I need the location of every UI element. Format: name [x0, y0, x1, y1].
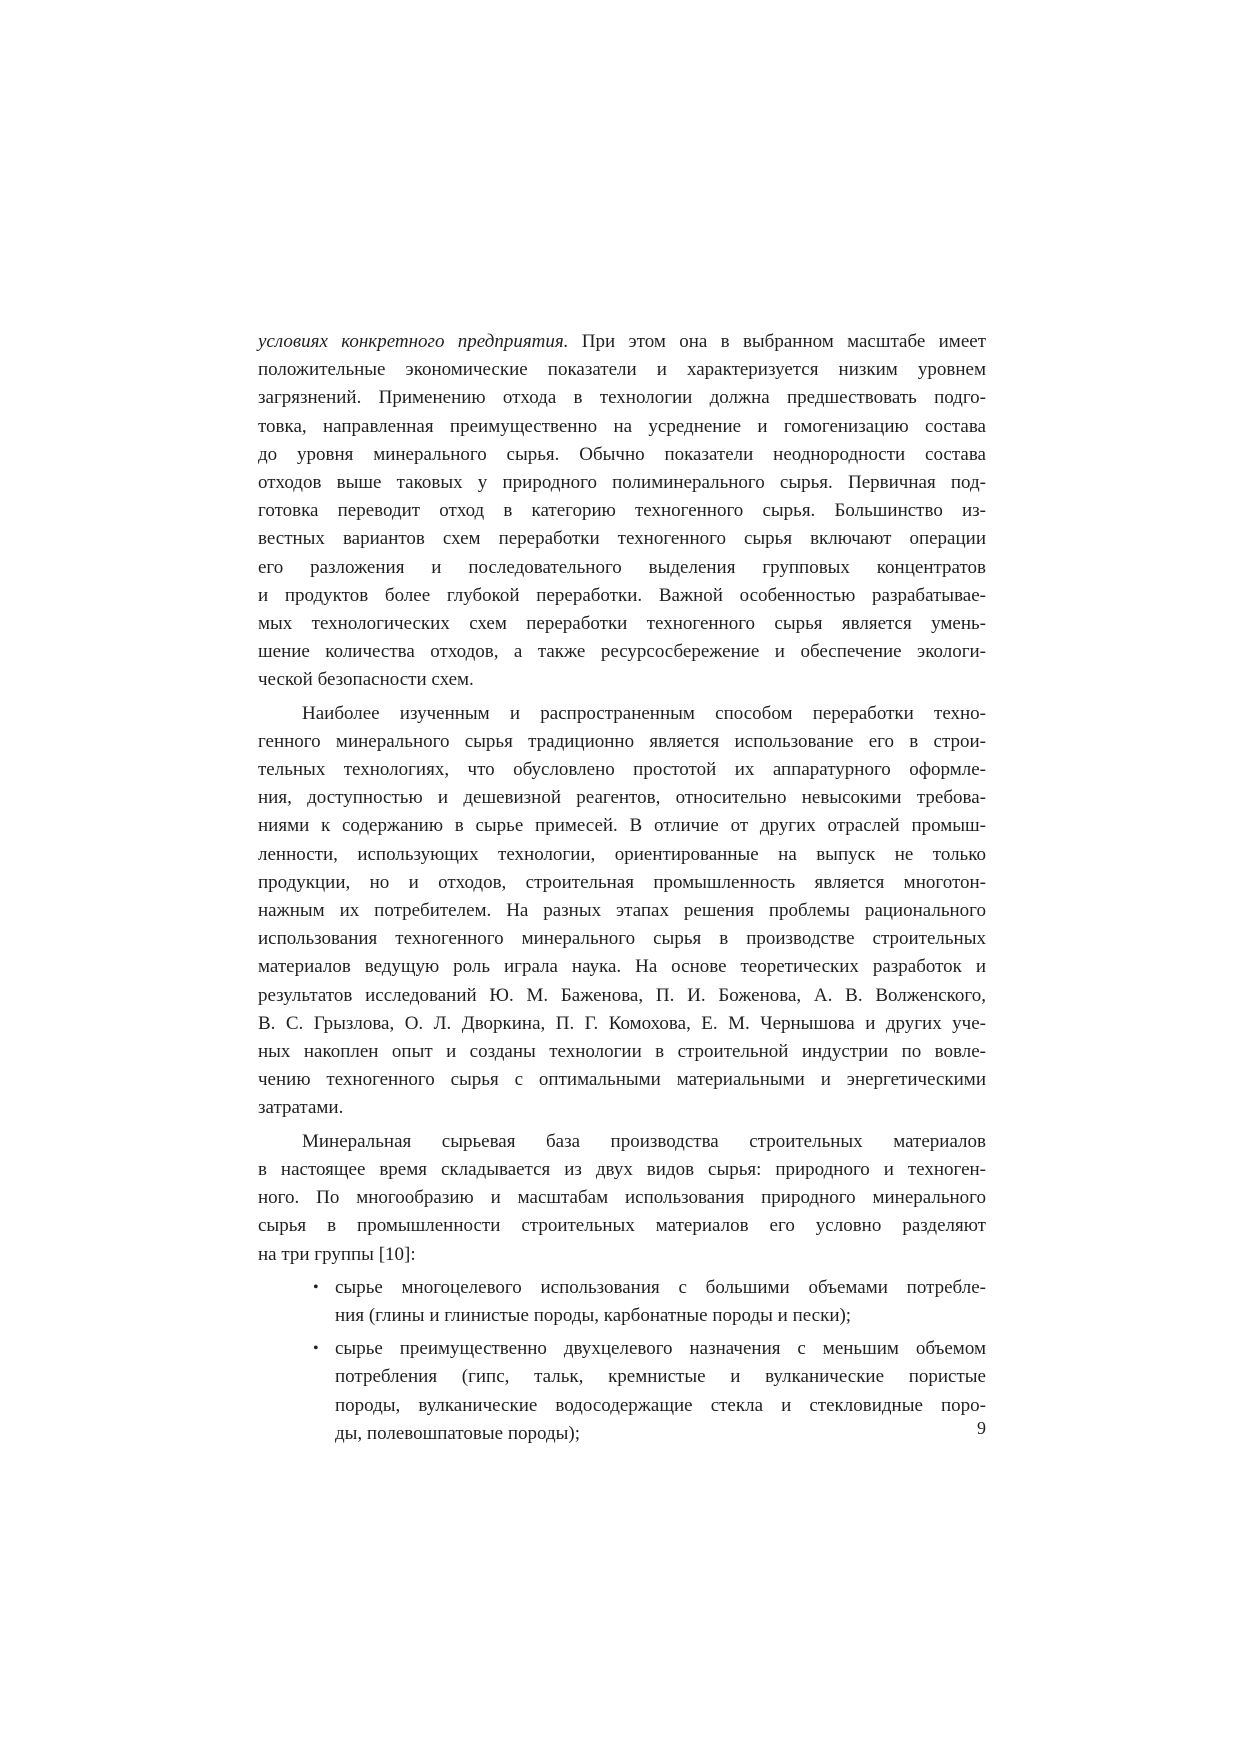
- text-line: тельных технологиях, что обусловлено простотой их аппаратурного оформле-: [258, 759, 986, 781]
- text-line: загрязнений. Применению отхода в технологии должна предшествовать подго-: [258, 387, 986, 409]
- text-line: ческой безопасности схем.: [258, 669, 474, 691]
- text-line: ных накоплен опыт и созданы технологии в строительной индустрии по вовле-: [258, 1041, 986, 1063]
- text-line: породы, вулканические водосодержащие стекла и стекловидные поро-: [335, 1394, 986, 1416]
- text-line: на три группы [10]:: [258, 1243, 416, 1265]
- text-line: мых технологических схем переработки техногенного сырья является умень-: [258, 613, 986, 635]
- text-line: продукции, но и отходов, строительная промышленность является многотон-: [258, 871, 986, 893]
- text-line: положительные экономические показатели и характеризуется низким уровнем: [258, 359, 986, 381]
- text-line: готовка переводит отход в категорию техногенного сырья. Большинство из-: [258, 500, 986, 522]
- text-line: В. С. Грызлова, О. Л. Дворкина, П. Г. Комохова, Е. М. Чернышова и других уче-: [258, 1012, 986, 1034]
- text-line: условиях конкретного предприятия. При этом она в выбранном масштабе имеет: [258, 331, 987, 352]
- text-line: ды, полевошпатовые породы);: [335, 1422, 580, 1444]
- text-line: нажным их потребителем. На разных этапах решения проблемы рационального: [258, 900, 986, 922]
- text-line: вестных вариантов схем переработки техногенного сырья включают операции: [258, 528, 986, 550]
- italic-lead: условиях конкретного предприятия.: [258, 331, 569, 352]
- text-line: ниями к содержанию в сырье примесей. В отличие от других отраслей промыш-: [258, 815, 986, 837]
- text-line: ного. По многообразию и масштабам использования природного минерального: [258, 1187, 986, 1209]
- text-line: Наиболее изученным и распространенным способом переработки техно-: [302, 702, 986, 724]
- text-line: шение количества отходов, а также ресурсосбережение и обеспечение экологи-: [258, 641, 986, 663]
- page-number: 9: [977, 1418, 986, 1438]
- bullet-icon: •: [313, 1278, 319, 1296]
- text-line: затратами.: [258, 1097, 344, 1119]
- text-line: товка, направленная преимущественно на усреднение и гомогенизацию состава: [258, 415, 986, 437]
- list-item: [313, 1274, 986, 1330]
- bullet-list: [258, 1274, 986, 1448]
- text-line: сырье многоцелевого использования с большими объемами потребле-: [335, 1276, 986, 1298]
- paragraph-1: [258, 328, 986, 695]
- text-line: использования техногенного минерального сырья в производстве строительных: [258, 928, 986, 950]
- text-line: его разложения и последовательного выделения групповых концентратов: [258, 556, 986, 578]
- text-line: отходов выше таковых у природного полиминерального сырья. Первичная под-: [258, 472, 986, 494]
- paragraph-2: [258, 700, 986, 1123]
- text-line: до уровня минерального сырья. Обычно показатели неоднородности состава: [258, 443, 986, 465]
- list-item: [313, 1335, 986, 1448]
- text-line: и продуктов более глубокой переработки. Важной особенностью разрабатывае-: [258, 584, 986, 606]
- text-line: материалов ведущую роль играла наука. На основе теоретических разработок и: [258, 956, 986, 978]
- text-line: ленности, использующих технологии, ориентированные на выпуск не только: [258, 843, 986, 865]
- text-line: ния (глины и глинистые породы, карбонатные породы и пески);: [335, 1304, 852, 1326]
- text-line: результатов исследований Ю. М. Баженова, П. И. Боженова, А. В. Волженского,: [258, 984, 986, 1006]
- text-line: сырье преимущественно двухцелевого назначения с меньшим объемом: [335, 1338, 986, 1360]
- paragraph-3: [258, 1128, 986, 1269]
- text-line: потребления (гипс, тальк, кремнистые и вулканические пористые: [335, 1366, 986, 1388]
- text-line: ния, доступностью и дешевизной реагентов, относительно невысокими требова-: [258, 787, 986, 809]
- text-line: сырья в промышленности строительных материалов его условно разделяют: [258, 1215, 986, 1237]
- text-line: генного минерального сырья традиционно является использование его в строи-: [258, 730, 986, 752]
- page-body: [258, 328, 986, 1453]
- text-line: в настоящее время складывается из двух видов сырья: природного и техноген-: [258, 1158, 986, 1180]
- bullet-icon: •: [313, 1340, 319, 1358]
- text-line: чению техногенного сырья с оптимальными материальными и энергетическими: [258, 1069, 986, 1091]
- text-line: Минеральная сырьевая база производства строительных материалов: [302, 1130, 986, 1152]
